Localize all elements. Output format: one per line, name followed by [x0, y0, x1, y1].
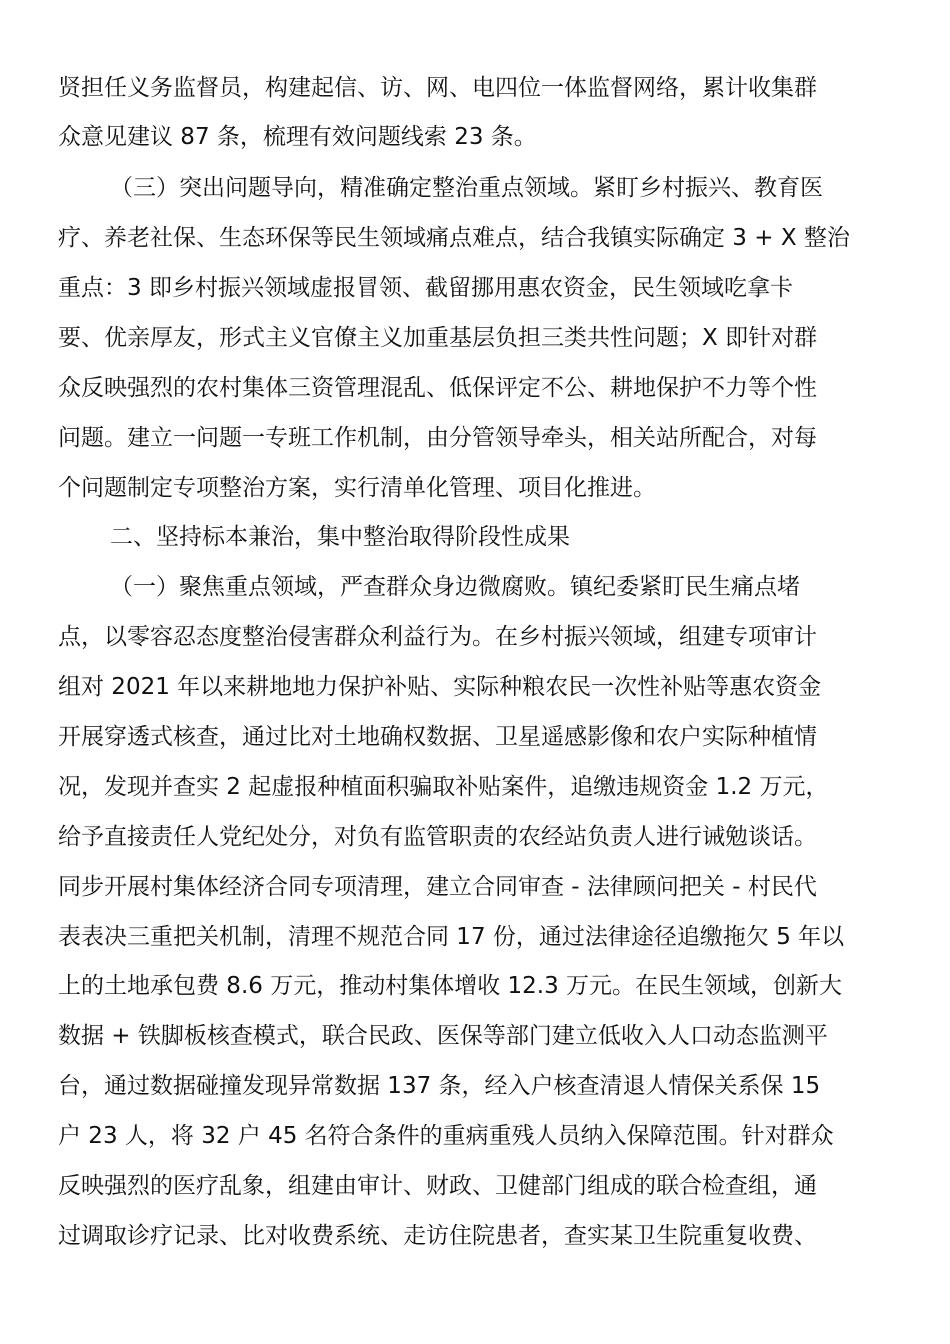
chapter-heading: 二、坚持标本兼治，集中整治取得阶段性成果 [110, 524, 570, 550]
text-line: 过调取诊疗记录、比对收费系统、走访住院患者，查实某卫生院重复收费、 [58, 1223, 817, 1249]
text-line: 重点：3 即乡村振兴领域虚报冒领、截留挪用惠农资金，民生领域吃拿卡 [58, 275, 793, 301]
text-line: 疗、养老社保、生态环保等民生领域痛点难点，结合我镇实际确定 3 + X 整治 [58, 225, 850, 251]
text-line: 表表决三重把关机制，清理不规范合同 17 份，通过法律途径追缴拖欠 5 年以 [58, 924, 845, 950]
text-line: 组对 2021 年以来耕地地力保护补贴、实际种粮农民一次性补贴等惠农资金 [58, 674, 822, 700]
text-line: 个问题制定专项整治方案，实行清单化管理、项目化推进。 [58, 475, 656, 501]
text-line: 反映强烈的医疗乱象，组建由审计、财政、卫健部门组成的联合检查组，通 [58, 1173, 817, 1199]
section-heading-line: （三）突出问题导向，精准确定整治重点领域。紧盯乡村振兴、教育医 [110, 175, 823, 201]
text-line: 户 23 人，将 32 户 45 名符合条件的重病重残人员纳入保障范围。针对群众 [58, 1123, 834, 1149]
text-line: 同步开展村集体经济合同专项清理，建立合同审查 - 法律顾问把关 - 村民代 [58, 874, 817, 900]
text-line: 上的土地承包费 8.6 万元，推动村集体增收 12.3 万元。在民生领域，创新大 [58, 973, 843, 999]
text-line: 问题。建立一问题一专班工作机制，由分管领导牵头，相关站所配合，对每 [58, 425, 817, 451]
text-line: 数据 + 铁脚板核查模式，联合民政、医保等部门建立低收入人口动态监测平 [58, 1023, 828, 1049]
text-line: 给予直接责任人党纪处分，对负有监管职责的农经站负责人进行诫勉谈话。 [58, 824, 817, 850]
text-line: 众反映强烈的农村集体三资管理混乱、低保评定不公、耕地保护不力等个性 [58, 375, 817, 401]
text-line: 要、优亲厚友，形式主义官僚主义加重基层负担三类共性问题；X 即针对群 [58, 325, 818, 351]
text-line: 点，以零容忍态度整治侵害群众利益行为。在乡村振兴领域，组建专项审计 [58, 624, 817, 650]
text-line: 贤担任义务监督员，构建起信、访、网、电四位一体监督网络，累计收集群 [58, 75, 817, 101]
text-line: 开展穿透式核查，通过比对土地确权数据、卫星遥感影像和农户实际种植情 [58, 724, 817, 750]
text-line: 台，通过数据碰撞发现异常数据 137 条，经入户核查清退人情保关系保 15 [58, 1073, 821, 1099]
section-heading-line: （一）聚焦重点领域，严查群众身边微腐败。镇纪委紧盯民生痛点堵 [110, 574, 800, 600]
text-line: 况，发现并查实 2 起虚报种植面积骗取补贴案件，追缴违规资金 1.2 万元， [58, 774, 829, 800]
text-line: 众意见建议 87 条，梳理有效问题线索 23 条。 [58, 124, 537, 150]
